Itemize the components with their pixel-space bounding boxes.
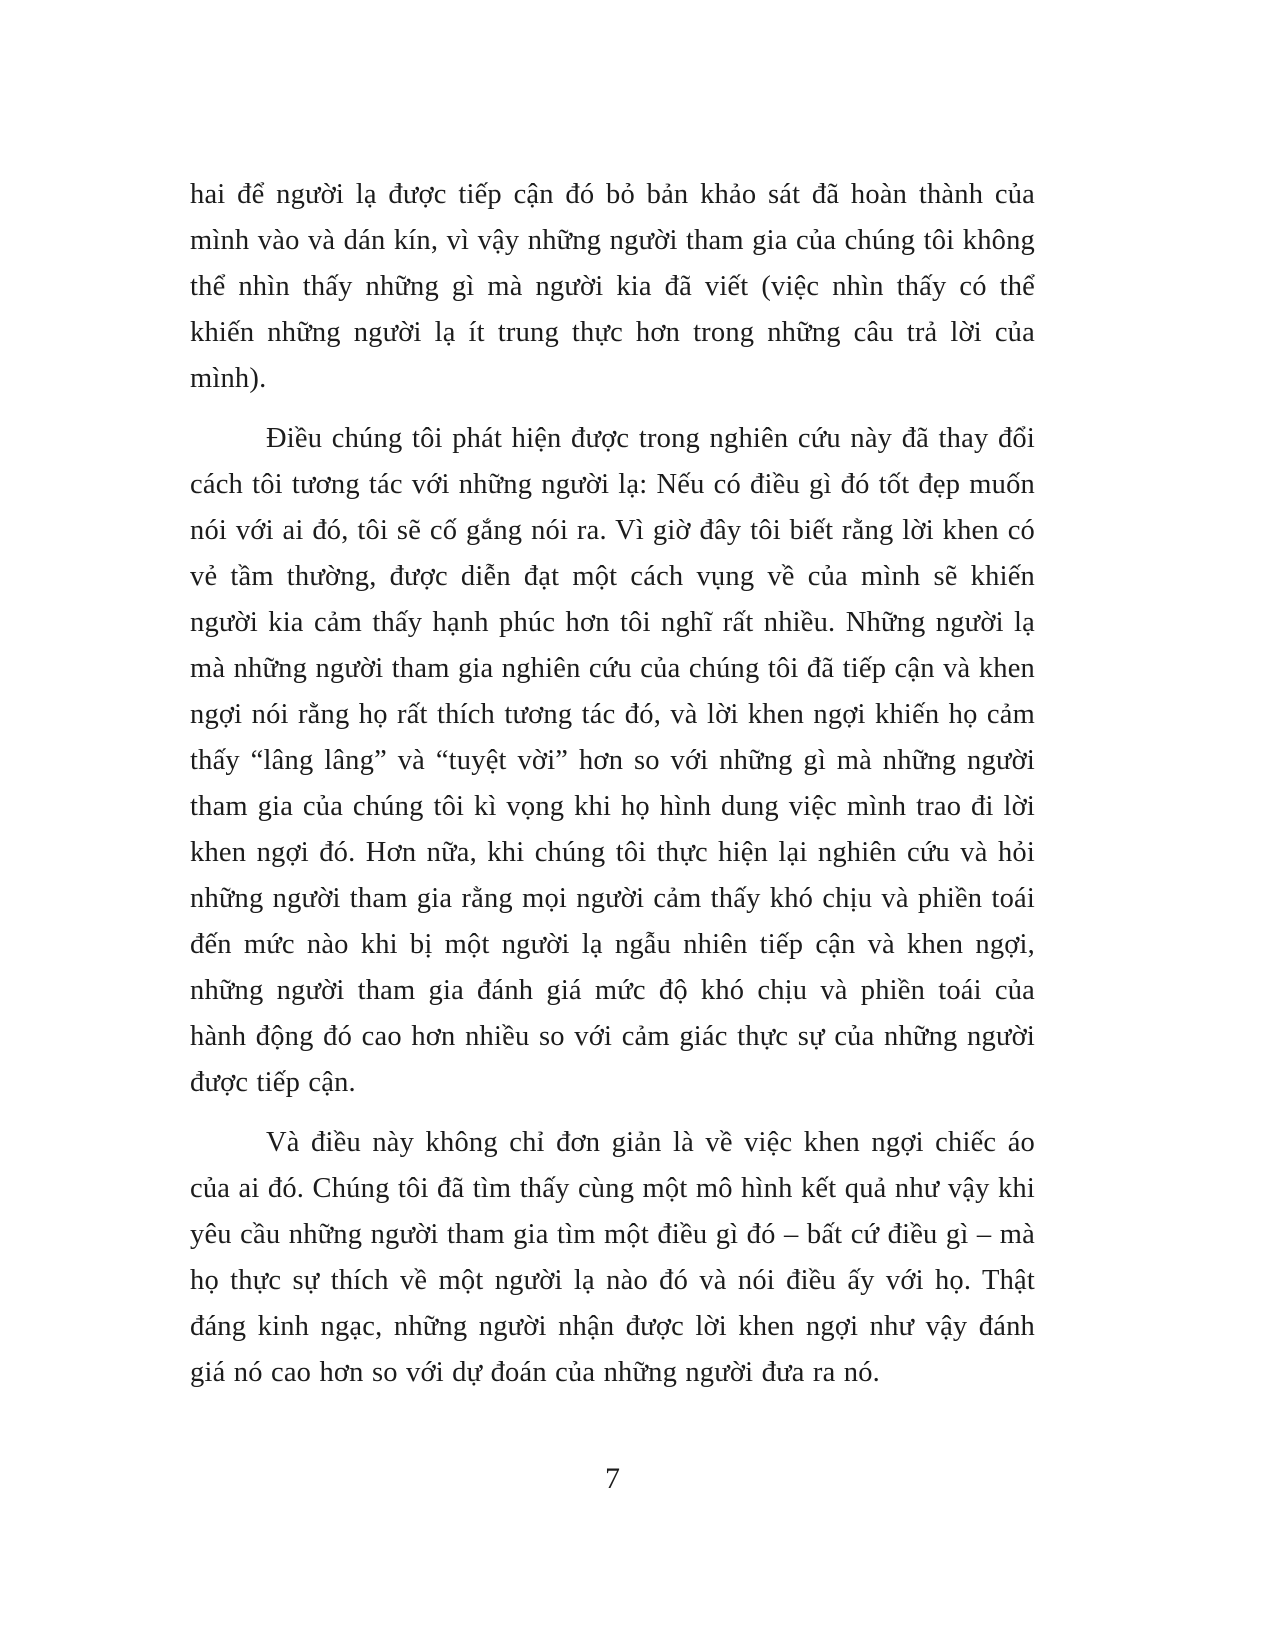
paragraph-continuation: hai để người lạ được tiếp cận đó bỏ bản khảo sát đã hoàn thành của mình vào và dán kín, vì vậy những người tham gia của chúng tôi không thể nhìn thấy những gì mà người kia đã viết (việc nhìn thấy có thể khiến những người lạ ít trung thực hơn trong những câu trả lời của mình). [190,179,1035,394]
text-block [190,172,1035,1410]
paragraph-study-findings: Điều chúng tôi phát hiện được trong nghiên cứu này đã thay đổi cách tôi tương tác với những người lạ: Nếu có điều gì đó tốt đẹp muốn nói với ai đó, tôi sẽ cố gắng nói ra. Vì giờ đây tôi biết rằng lời khen có vẻ tầm thường, được diễn đạt một cách vụng về của mình sẽ khiến người kia cảm thấy hạnh phúc hơn tôi nghĩ rất nhiều. Những người lạ mà những người tham gia nghiên cứu của chúng tôi đã tiếp cận và khen ngợi nói rằng họ rất thích tương tác đó, và lời khen ngợi khiến họ cảm thấy “lâng lâng” và “tuyệt vời” hơn so với những gì mà những người tham gia của chúng tôi kì vọng khi họ hình dung việc mình trao đi lời khen ngợi đó. Hơn nữa, khi chúng tôi thực hiện lại nghiên cứu và hỏi những người tham gia rằng mọi người cảm thấy khó chịu và phiền toái đến mức nào khi bị một người lạ ngẫu nhiên tiếp cận và khen ngợi, những người tham gia đánh giá mức độ khó chịu và phiền toái của hành động đó cao hơn nhiều so với cảm giác thực sự của những người được tiếp cận. [190,423,1035,1098]
page-number: 7 [605,1462,620,1495]
paragraph-compliment-pattern: Và điều này không chỉ đơn giản là về việc khen ngợi chiếc áo của ai đó. Chúng tôi đã tìm thấy cùng một mô hình kết quả như vậy khi yêu cầu những người tham gia tìm một điều gì đó – bất cứ điều gì – mà họ thực sự thích về một người lạ nào đó và nói điều ấy với họ. Thật đáng kinh ngạc, những người nhận được lời khen ngợi như vậy đánh giá nó cao hơn so với dự đoán của những người đưa ra nó. [190,1127,1035,1388]
